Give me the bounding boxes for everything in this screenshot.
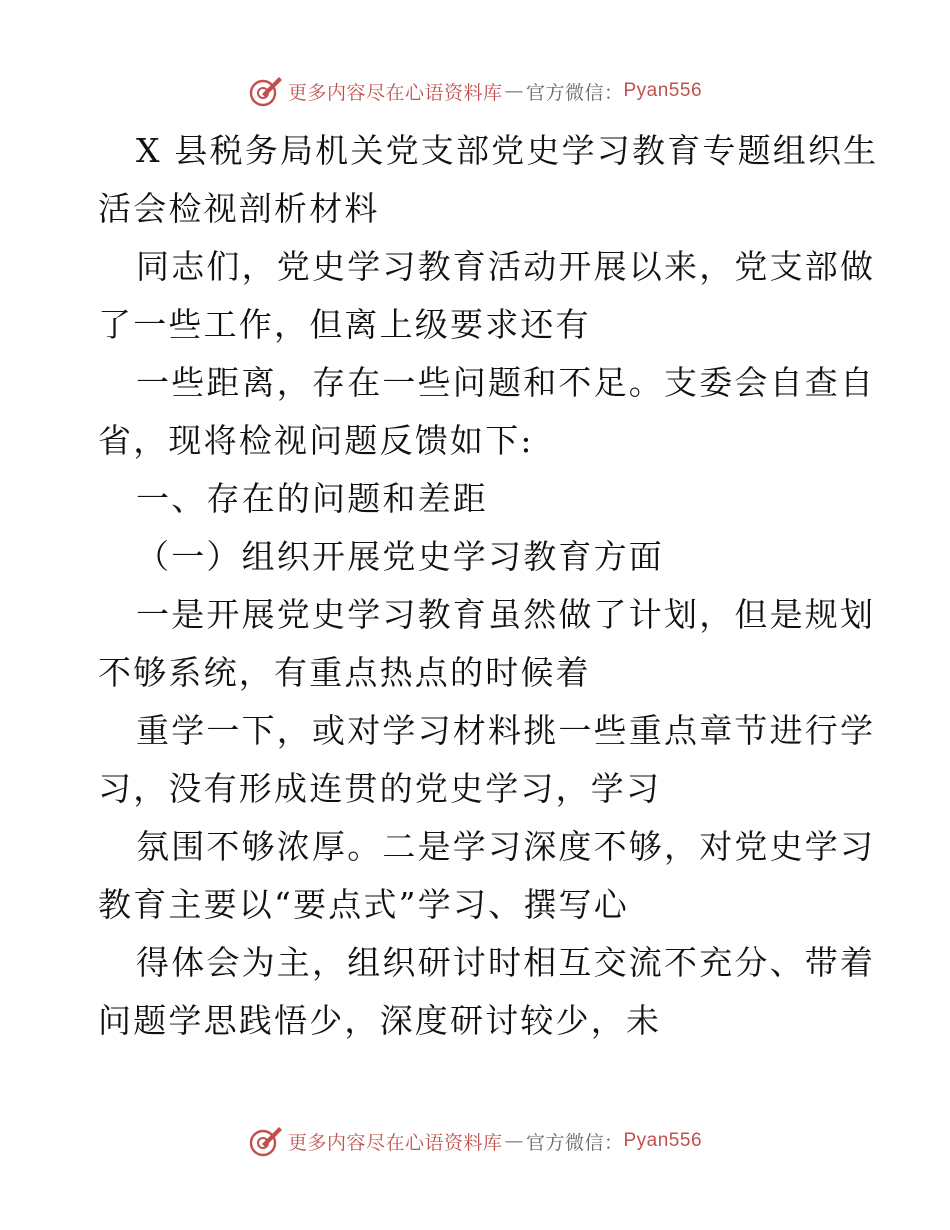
paragraph-line: 重学一下，或对学习材料挑一些重点章节进行学 (136, 711, 876, 750)
paragraph-line: 省，现将检视问题反馈如下: (98, 421, 534, 460)
watermark-wechat-account: Pyan556 (623, 80, 703, 101)
document-title-line: X 县税务局机关党支部党史学习教育专题组织生 (136, 131, 879, 170)
paragraph-line: 一是开展党史学习教育虽然做了计划，但是规划 (136, 595, 876, 634)
paragraph-line: 不够系统，有重点热点的时候着 (98, 653, 591, 692)
subsection-heading: （一）组织开展党史学习教育方面 (136, 537, 664, 576)
paragraph-line: 了一些工作，但离上级要求还有 (98, 305, 591, 344)
watermark-site-text: 更多内容尽在心语资料库 (287, 1131, 503, 1154)
pen-circle-logo-icon (248, 74, 284, 108)
document-body (98, 122, 879, 1050)
watermark-site-text: 更多内容尽在心语资料库 (287, 81, 503, 104)
paragraph-line: 一些距离，存在一些问题和不足。支委会自查自 (136, 363, 876, 402)
paragraph-line: 习，没有形成连贯的党史学习，学习 (98, 769, 662, 808)
watermark-separator: — (504, 1130, 524, 1152)
paragraph-line: 得体会为主，组织研讨时相互交流不充分、带着 (136, 943, 876, 982)
watermark-separator: — (504, 80, 524, 102)
footer-watermark (0, 1124, 950, 1158)
paragraph-line: 氛围不够浓厚。二是学习深度不够，对党史学习 (136, 827, 876, 866)
paragraph-line: 教育主要以“要点式”学习、撰写心 (98, 885, 629, 924)
watermark-wechat-label: 官方微信： (525, 1131, 624, 1154)
paragraph-line: 问题学思践悟少，深度研讨较少，未 (98, 1001, 662, 1040)
watermark-wechat-account: Pyan556 (623, 1130, 703, 1151)
section-heading: 一、存在的问题和差距 (136, 479, 488, 518)
watermark-wechat-label: 官方微信： (525, 81, 624, 104)
header-watermark (0, 74, 950, 108)
document-title-line: 活会检视剖析材料 (98, 189, 380, 228)
paragraph-line: 同志们，党史学习教育活动开展以来，党支部做 (136, 247, 876, 286)
pen-circle-logo-icon (248, 1124, 284, 1158)
